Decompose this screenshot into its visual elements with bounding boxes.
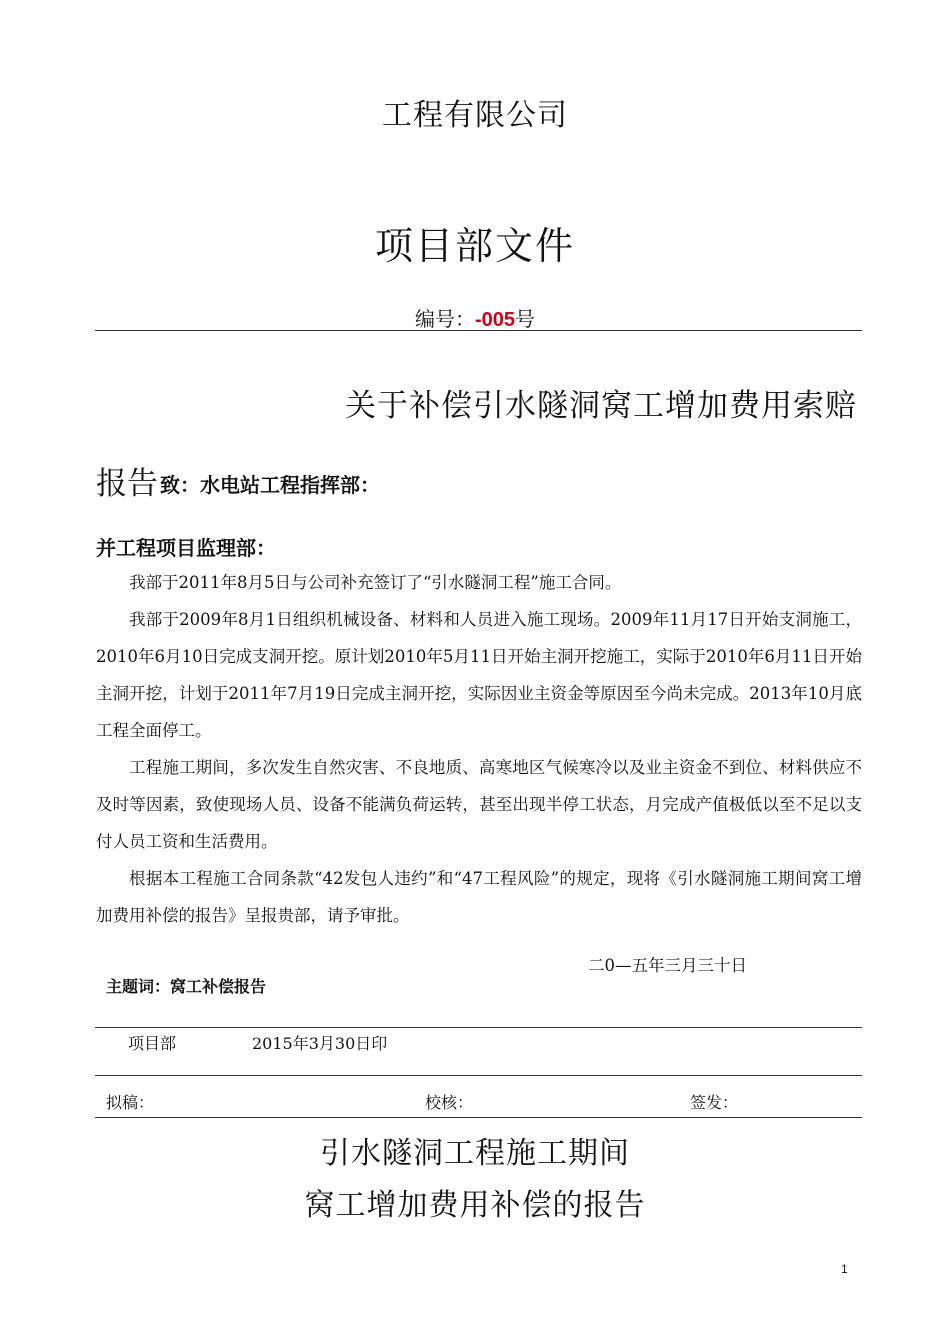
document-type-title: 项目部文件 [374, 224, 575, 268]
company-name: 工程有限公司 [382, 98, 568, 133]
document-number-suffix: 号 [515, 307, 536, 331]
header-divider [95, 330, 862, 331]
document-number [0, 303, 950, 332]
print-department: 项目部 [128, 1034, 177, 1053]
draft-label: 拟稿： [106, 1093, 155, 1112]
subject-line-1: 关于补偿引水隧洞窝工增加费用索赔 [345, 388, 857, 424]
report-title-line-2: 窝工增加费用补偿的报告 [304, 1188, 646, 1223]
issue-label: 签发： [690, 1093, 739, 1112]
report-title-line-1: 引水隧洞工程施工期间 [320, 1136, 630, 1171]
document-number-prefix: 编号： [414, 307, 475, 331]
subject-keywords: 主题词：窝工补偿报告 [106, 977, 267, 996]
body-paragraph: 根据本工程施工合同条款“42发包人违约”和“47工程风险”的规定，现将《引水隧洞施工期间窝工增加费用补偿的报告》呈报贵部，请予审批。 [96, 869, 862, 925]
document-number-value: -005 [474, 309, 516, 331]
addressee-secondary: 并工程项目监理部： [96, 536, 276, 560]
body-paragraph: 工程施工期间，多次发生自然灾害、不良地质、高寒地区气候寒冷以及业主资金不到位、材料供应不及时等因素，致使现场人员、设备不能满负荷运转，甚至出现半停工状态，月完成产值极低以至不足以支付人员工资和生活费用。 [96, 758, 862, 851]
check-label: 校核： [425, 1093, 474, 1112]
document-date: 二0—五年三月三十日 [588, 956, 747, 975]
print-date: 2015年3月30日印 [252, 1034, 388, 1053]
print-bottom-divider [95, 1075, 862, 1076]
print-top-divider [95, 1027, 862, 1028]
body-paragraph: 我部于2011年8月5日与公司补充签订了“引水隧洞工程”施工合同。 [129, 573, 622, 592]
body-text [96, 564, 862, 934]
sign-divider [95, 1117, 862, 1118]
body-paragraph: 我部于2009年8月1日组织机械设备、材料和人员进入施工现场。2009年11月17日开始支洞施工，2010年6月10日完成支洞开挖。原计划2010年5月11日开始主洞开挖施工，实际于2010年6月11日开始主洞开挖，计划于2011年7月19日完成主洞开挖，实际因业主资金等原因至今尚未完成。2013年10月底工程全面停工。 [96, 610, 862, 740]
subject-line-2: 报告 [96, 466, 158, 502]
addressee-primary: 致：水电站工程指挥部： [160, 473, 380, 497]
page-number: 1 [841, 1262, 848, 1276]
